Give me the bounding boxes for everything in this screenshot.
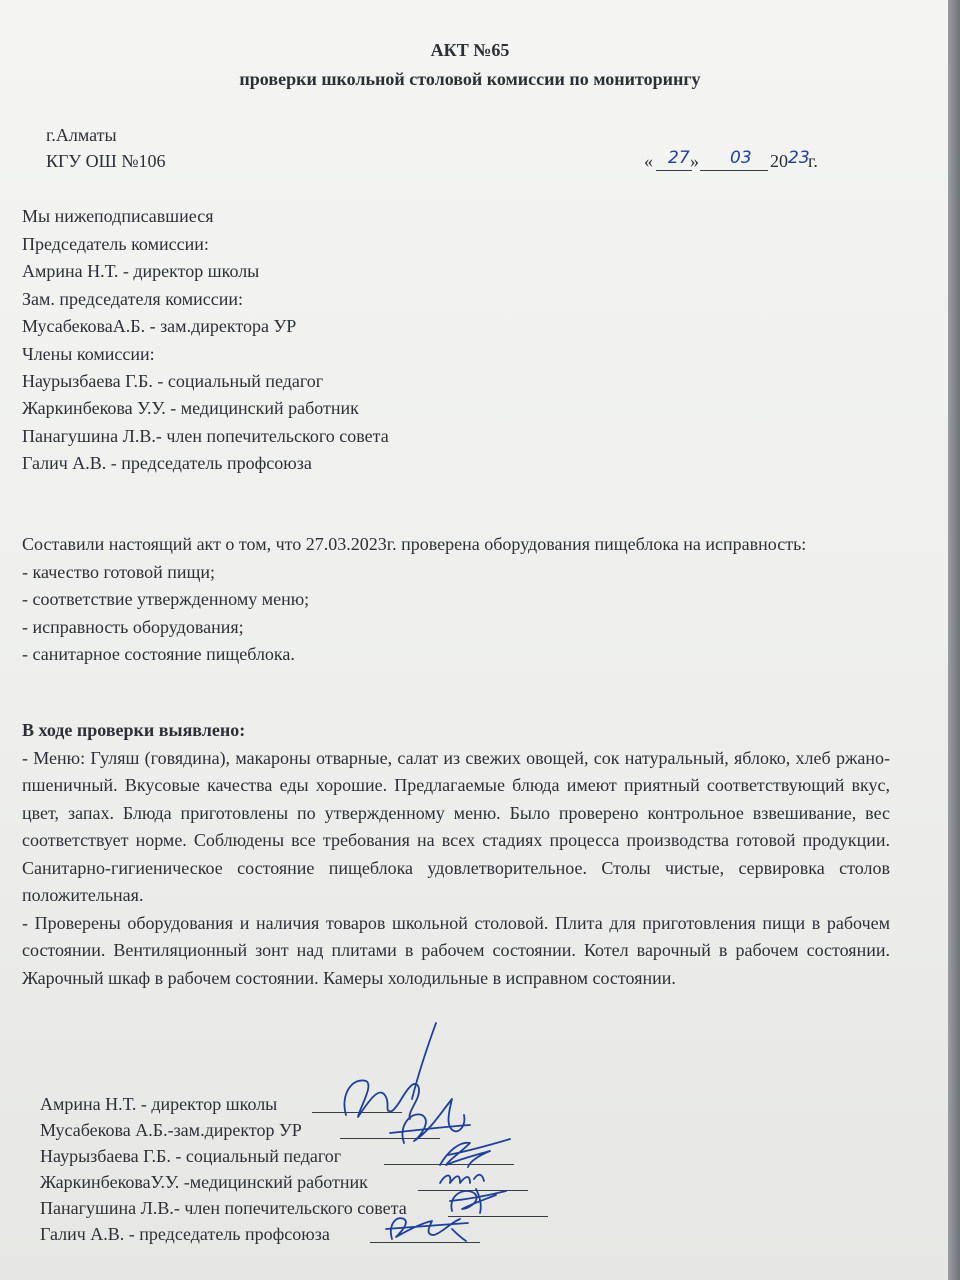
month-underline [700,170,768,171]
findings-heading: В ходе проверки выявлено: [22,720,246,740]
page-edge [948,0,960,1280]
findings-block [22,717,890,992]
date-month: 03 [730,148,752,168]
commission-line: Зам. председателя комиссии: [22,289,243,309]
signature-4 [440,1175,484,1183]
commission-line: Жаркинбекова У.У. - медицинский работник [22,398,359,418]
day-underline [656,170,692,171]
signatory-line: Мусабекова А.Б.-зам.директор УР [40,1120,302,1140]
organization: КГУ ОШ №106 [46,151,166,171]
date-line [644,150,844,174]
commission-line: Мы нижеподписавшиеся [22,206,214,226]
signature-1 [344,1080,419,1119]
commission-line: Наурызбаева Г.Б. - социальный педагог [22,371,324,391]
document-title: АКТ №65 [430,40,510,60]
city: г.Алматы [46,125,117,145]
date-open-quote: « [644,151,653,171]
commission-line: Председатель комиссии: [22,234,209,254]
intro-paragraph: Составили настоящий акт о том, что 27.03.2023г. проверена оборудования пищеблока на исправность: [22,534,807,554]
signatory-line: Наурызбаева Г.Б. - социальный педагог [40,1146,342,1166]
date-year-prefix: 20 [770,151,788,171]
date-day: 27 [668,148,690,168]
check-item: - качество готовой пищи; [22,561,216,582]
check-item: - санитарное состояние пищеблока. [22,644,295,664]
check-item: - соответствие утвержденному меню; [22,589,310,609]
signature-2 [402,1099,464,1143]
signature-6 [386,1218,468,1239]
signatory-line: Галич А.В. - председатель профсоюза [40,1224,330,1244]
check-item: - исправность оборудования; [22,616,244,637]
commission-line: Члены комиссии: [22,344,155,364]
signatory-line: Амрина Н.Т. - директор школы [40,1094,278,1114]
intro-block [22,531,890,669]
commission-line: МусабековаА.Б. - зам.директора УР [22,316,297,336]
date-year-end: г. [808,151,818,171]
commission-line: Панагушина Л.В.- член попечительского совета [22,426,389,446]
handwritten-signatures [300,1015,560,1255]
date-close-quote: » [690,151,699,171]
date-year-suffix: 23 [788,148,810,168]
signatory-line: ЖаркинбековаУ.У. -медицинский работник [40,1172,368,1192]
finding-equipment: - Проверены оборудования и наличия товаров школьной столовой. Плита для приготовления пищи в рабочем состоянии. Вентиляционный зонт над плитами в рабочем состоянии. Котел варочный в рабочем состоянии. Жарочный шкаф в рабочем состоянии. Камеры холодильные в исправном состоянии. [22,912,890,988]
signatory-line: Панагушина Л.В.- член попечительского совета [40,1198,407,1218]
commission-line: Галич А.В. - председатель профсоюза [22,453,312,473]
document-subtitle: проверки школьной столовой комиссии по мониторингу [239,69,701,89]
finding-menu: - Меню: Гуляш (говядина), макароны отварные, салат из свежих овощей, сок натуральный, яблоко, хлеб ржано-пшеничный. Вкусовые качества еды хорошие. Предлагаемые блюда имеют приятный соответствующий вкус, цвет, запах. Блюда приготовлены по утвержденному меню. Было проверено контрольное взвешивание, вес соответствует норме. Соблюдены все требования на всех стадиях процесса производства готовой продукции. Санитарно-гигиеническое состояние пищеблока удовлетворительное. Столы чистые, сервировка столов положительная. [22,747,890,905]
commission-line: Амрина Н.Т. - директор школы [22,261,260,281]
